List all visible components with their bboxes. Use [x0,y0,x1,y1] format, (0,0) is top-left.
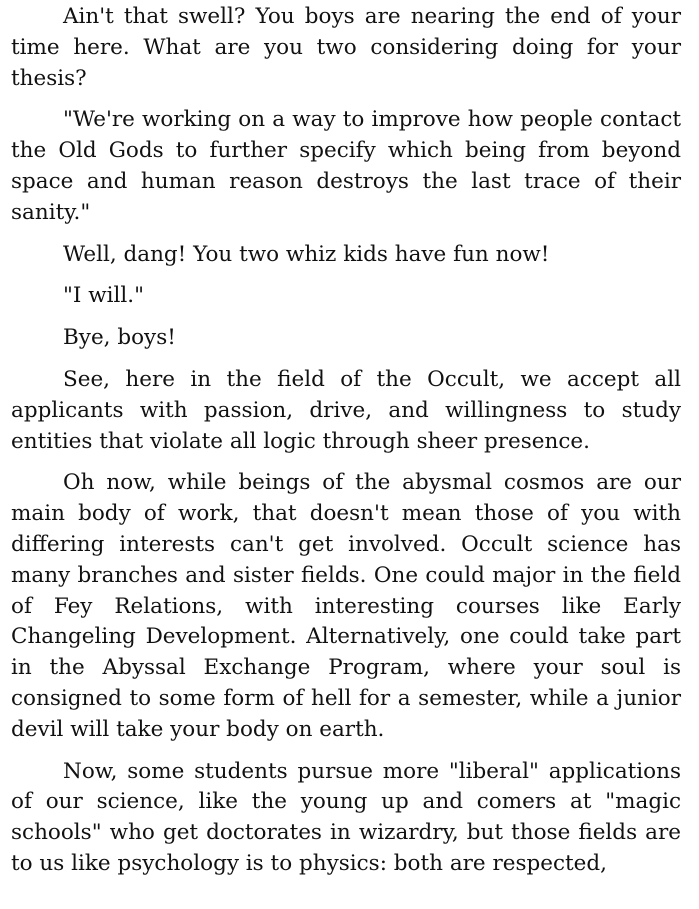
paragraph-thesis-question: Ain't that swell? You boys are nearing the end of your time here. What are you two considering doing for your thesis? [11,4,681,91]
paragraph-occult-applicants: See, here in the field of the Occult, we accept all applicants with passion, drive, and willingness to study entities that violate all logic through sheer presence. [11,366,681,454]
document-page [11,2,681,891]
paragraph-whiz-kids: Well, dang! You two whiz kids have fun now! [63,241,550,267]
paragraph-bye-boys: Bye, boys! [63,325,176,351]
paragraph-i-will: "I will." [63,283,144,309]
paragraph-old-gods-reply: "We're working on a way to improve how people contact the Old Gods to further specify which being from beyond space and human reason destroys the last trace of their sanity." [11,107,681,225]
paragraph-liberal-applications: Now, some students pursue more "liberal" applications of our science, like the young up and comers at "magic schools" who get doctorates in wizardry, but those fields are to us like psychology is to physics: both are respected, [11,758,681,876]
paragraph-sister-fields: Oh now, while beings of the abysmal cosmos are our main body of work, that doesn't mean those of you with differing interests can't get involved. Occult science has many branches and sister fields. One could major in the field of Fey Relations, with interesting courses like Early Changeling Development. Alternatively, one could take part in the Abyssal Exchange Program, where your soul is consigned to some form of hell for a semester, while a junior devil will take your body on earth. [11,470,681,742]
